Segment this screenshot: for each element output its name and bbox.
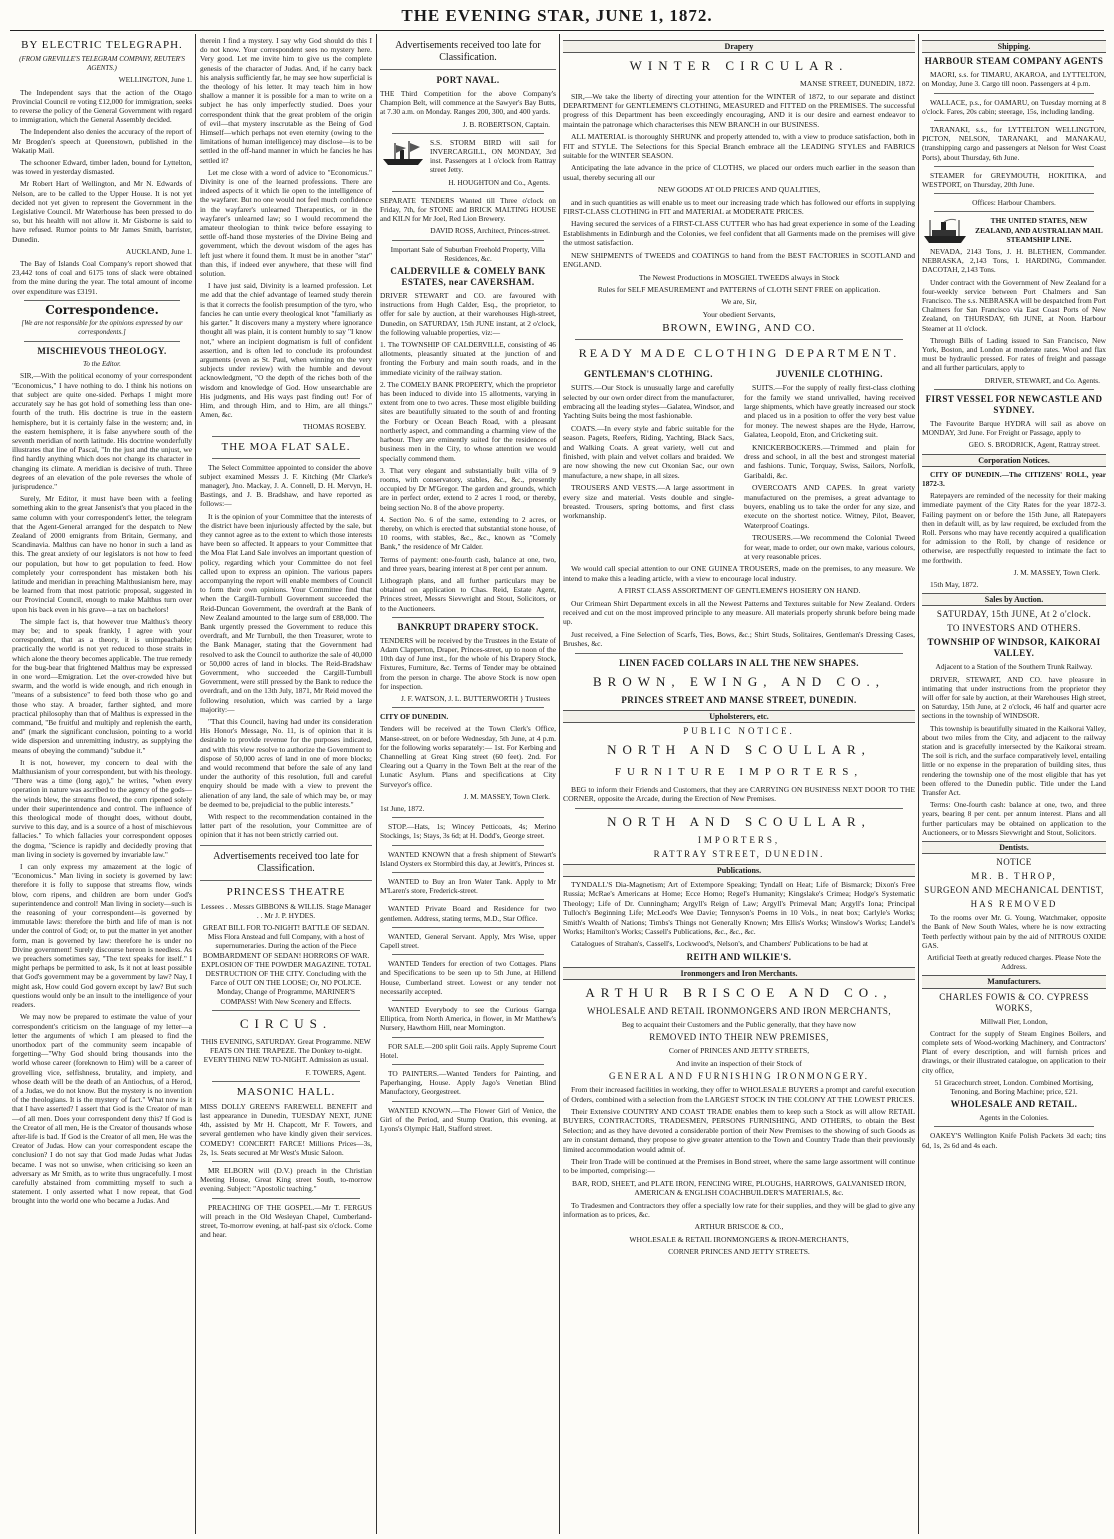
divider [212, 1198, 360, 1199]
ad-signature: J. M. MASSEY, Town Clerk. [463, 791, 550, 801]
clothing-columns [563, 366, 915, 564]
north-scoullar-trade: IMPORTERS, [697, 834, 781, 845]
ad-body: DRIVER STEWART and CO. are favoured with instructions from Hugh Calder, Esq., the proprietor, to offer for sale by auction, at their warehouses High-street, Dunedin, on SATURDAY, 15th JUNE instant, at 2 o'clock, the following valuable properties, viz:— [380, 291, 556, 337]
offices: Offices: Harbour Chambers. [972, 198, 1056, 208]
correspondence-title: Correspondence. [45, 302, 159, 317]
section-header-corporation: Corporation Notices. [922, 454, 1106, 467]
ad-paragraph: Just received, a Fine Selection of Scarfs, Ties, Bows, &c.; Shirt Studs, Solitaires, Gentleman's Dressing Cases, Brushes, &c. [563, 629, 915, 649]
ad-city-tenders [380, 712, 556, 813]
ad-paragraph: Rules for SELF MEASUREMENT and PATTERNS of CLOTH SENT FREE on application. [597, 284, 881, 294]
section-header-auction: Sales by Auction. [922, 593, 1106, 606]
ad-signature: BROWN, EWING, AND CO. [662, 322, 816, 335]
ad-closing: We are, Sir, [721, 297, 757, 307]
winter-address: MANSE STREET, DUNEDIN, 1872. [799, 79, 915, 89]
ad-body: Ratepayers are reminded of the necessity for their making immediate payment of the City Rates for the year 1872-3. Failing payment on or before the 15th June, all Ratepayers then in default will, as by law required, be excluded from the Roll. Persons who may have recently acquired a qualification for admission to the Roll, by change of residence or otherwise, are respectfully requested to intimate the fact to me forthwith. [922, 491, 1106, 565]
ad-highlight: LINEN FACED COLLARS IN ALL THE NEW SHAPES. [619, 657, 859, 668]
ad-title: BANKRUPT DRAPERY STOCK. [397, 621, 539, 632]
winter-circular-title: WINTER CIRCULAR. [629, 58, 849, 74]
letter-addressee: To the Editor. [83, 360, 121, 369]
letter-paragraph: The simple fact is, that however true Malthus's theory may be; and to speak frankly, I agree with your correspondent, that as a theory, it is unimpeachable; practically the world is not yet reduced to those straits in which alone the theory becomes applicable. The true remedy for the bug-bear that frightened Malthus may be expressed in one word—Emigration. Let the over-crowded hive but swarm, and the world is wide enough, and rich enough in "means of a subsistence" to feed both those who go and those who stay. A broader, farther sighted, and more practical philosophy than that of Malthus is expressed in the command, "Be fruitful and multiply and replenish the earth, and" (mark the significant conclusion, pointing to a world wide dispersion and unremitting industry, as supplying the means of obeying the command) "subdue it." [12, 616, 192, 755]
ad-plans: Lithograph plans, and all further particulars may be obtained on application to Chas. Reid, Estate Agent, Princes street, Messrs Sievwright and Stout, Solicitors, or to the Auctioneers. [380, 575, 556, 613]
publications-signature: REITH AND WILKIE'S. [686, 951, 792, 962]
letter-paragraph: It is not, however, my concern to deal with the Malthusianism of your correspondent, but with his theology. "There was a time (long ago)," he writes, "when every operation in nature was ascribed to the agency of the gods—the winds blew, the streams flowed, the corn ripened solely under their superintendence and control. The influence of this theological mode of thought does, without doubt, survive to this day, and is a source of a host of mischievous fallacies." To which fallacies your correspondent opposes the dogma, "Science is rapidly and decidedly proving that man living in society is governed by invariable law." [12, 757, 192, 859]
ad-masonic-hall [200, 1086, 372, 1157]
auction-title: TOWNSHIP OF WINDSOR, KAIKORAI VALLEY. [927, 637, 1101, 659]
fowis-sub: Millwall Pier, London, [980, 1016, 1048, 1026]
ad-wanted: WANTED to Buy an Iron Water Tank. Apply to Mr M'Laren's store, Frederick-street. [380, 877, 556, 896]
divider [392, 707, 544, 708]
ad-body: THIS EVENING, SATURDAY. Great Programme. NEW FEATS ON THE TRAPEZE. The Donkey to-night. EVERYTHING NEW TO-NIGHT. Admission as usual. [201, 1036, 371, 1065]
divider [24, 341, 180, 342]
ad-paragraph: and in such quantities as will enable us to meet our increasing trade which has followed our efforts in supplying FIRST-CLASS CLOTHING in FIT and MATERIAL at MODERATE PRICES. [563, 197, 915, 217]
divider [575, 808, 903, 809]
ad-signature: J. B. ROBERTSON, Captain. [462, 119, 550, 129]
telegraph-source: (FROM GREVILLE'S TELEGRAM COMPANY, REUTER'S AGENTS.) [19, 55, 185, 73]
ad-mail-steamship [922, 216, 1106, 384]
divider [575, 339, 903, 340]
divider [934, 166, 1094, 167]
ad-date: 1st June, 1872. [380, 804, 425, 813]
dentist-title: SURGEON AND MECHANICAL DENTIST, [924, 885, 1104, 896]
letter-title: MISCHIEVOUS THEOLOGY. [37, 346, 167, 357]
ad-paragraph: COATS.—In every style and fabric suitable for the season. Pagets, Reefers, Riding, Yachting, Black Sacs, and Walking Coats. A great variety, well cut and finished, with plain and velvet collars and braided. We are now showing the new cut Oxonian Sac, our own manufacture, a new shape, in all sizes. [563, 423, 734, 480]
divider [392, 954, 544, 955]
divider [392, 191, 544, 192]
divider [575, 653, 903, 654]
ad-paragraph: Our Crimean Shirt Department excels in all the Newest Patterns and Textures suitable for New Zealand. Orders received and cut on the most improved principle to any measure. All materials properly shrunk before being made up. [563, 598, 915, 627]
section-header-shipping: Shipping. [922, 40, 1106, 53]
ad-wanted: WANTED Private Board and Residence for two gentlemen. Address, stating terms, M.D., Star Office. [380, 904, 556, 923]
divider [212, 1081, 360, 1082]
ad-footer: ARTHUR BRISCOE & CO., [694, 1222, 784, 1232]
brown-ewing-address: PRINCES STREET AND MANSE STREET, DUNEDIN. [621, 694, 857, 705]
ad-date: 15th May, 1872. [930, 579, 979, 589]
column-4 [563, 36, 915, 1534]
divider [934, 120, 1094, 121]
ad-title: CITY OF DUNEDIN.—The CITIZENS' ROLL, year 1872-3. [922, 469, 1106, 488]
ad-paragraph: NEW SHIPMENTS of TWEEDS and COATINGS to hand from the BEST FACTORIES in SCOTLAND and ENGLAND. [563, 250, 915, 270]
ad-title: CALDERVILLE & COMELY BANK ESTATES, near CAVERSHAM. [390, 266, 546, 288]
divider [380, 69, 556, 70]
north-scoullar-name: NORTH AND SCOULLAR, [607, 741, 871, 757]
divider [24, 300, 180, 301]
divider [392, 845, 544, 846]
ad-paragraph: Having secured the services of a FIRST-CLASS CUTTER who has had great experience in some of the Leading Establishments in Edinburgh and the Colonies, we feel confident that all Garments made on the premises will give the utmost satisfaction. [563, 219, 915, 248]
letter-paragraph: I can only express my amazement at the logic of "Economicus." Man living in society is governed by law: therefore it is folly to suppose that streams flow, winds blow, corn ripens, and children are born under God's superintendence and control! Man living in society—such is the reasoning of your correspondent—is governed by immutable laws: therefore the birth and life of man is not under the control of God; or, to put the matter in yet another form, man is governed by law: therefore he is under no Divine government! Surely discourse hereon is needless. As we preachers sometimes say, "The text speaks for itself." I might perhaps be permitted to ask, Is it not at least possible that God's government may be a government by law? Nay, I might ask, How could God govern except by law? But such questions would only be an insult to the intelligence of your readers. [12, 862, 192, 1010]
ad-terms: Terms of payment: one-fourth cash, balance at one, two, and three years, bearing interest at 8 per cent per annum. [380, 554, 556, 573]
article-paragraph: The Bay of Islands Coal Company's report showed that 23,442 tons of coal and 6175 tons of slack were obtained from the mine during the year. The total amount of income over expenditure was £3191. [12, 259, 192, 296]
briscoe-name: ARTHUR BRISCOE AND CO., [585, 984, 893, 1000]
ad-body: Under contract with the Government of New Zealand for a four-weekly service between Port Chalmers and San Francisco. The s.s. NEBRASKA will be despatched from Port Chalmers for San Francisco via East Coast Ports of New Zealand, on THURSDAY, 6th JUNE, at Noon. Harbour Steamer at 11 o'clock. [922, 277, 1106, 333]
divider [392, 240, 544, 241]
ad-paragraph: The Newest Productions in MOSGIEL TWEEDS always in Stock [638, 272, 840, 282]
ad-paragraph: BAR, ROD, SHEET, and PLATE IRON, FENCING WIRE, PLOUGHS, HARROWS, GALVANISED IRON, AMERICAN & ENGLISH COACHBUILDER'S MATERIALS, &c. [571, 1178, 907, 1198]
ad-paragraph: SUITS.—Our Stock is unusually large and carefully selected by our own order direct from the manufacturer, embracing all the leading styles—Galatea, Windsor, and Yachting Suits being the most fashionable. [563, 383, 734, 421]
masthead-rule [10, 30, 1104, 31]
juvenile-column [744, 366, 915, 564]
ad-title: MASONIC HALL. [236, 1085, 336, 1098]
ad-footer: WHOLESALE & RETAIL IRONMONGERS & IRON-MERCHANTS, [629, 1234, 849, 1244]
divider [934, 389, 1094, 390]
ad-body: TENDERS will be received by the Trustees in the Estate of Adam Clapperton, Draper, Princes-street, up to noon of the 10th day of June inst., for the whole of his Drapery Stock, Fixtures, Furniture, &c. Terms of Tender may be obtained from the person in charge. The above Stock is now open for inspection. [380, 635, 556, 691]
ad-port-naval [380, 75, 556, 129]
ad-paragraph: We would call special attention to our ONE GUINEA TROUSERS, made on the premises, to any measure. We intend to make this a leading article, with a view to encourage local industry. [563, 564, 915, 583]
ad-paragraph: ALL MATERIAL is thoroughly SHRUNK and properly attended to, with a view to produce satisfaction, both in FIT and STYLE. The Selections for this Special Branch embrace all the LEADING STYLES and FABRICS suitable for the WINTER SEASON. [563, 132, 915, 161]
article-paragraph: It is the opinion of your Committee that the interests of the district have been injuriously affected by the sale, but they cannot agree as to the extent to which those interests have been so affected. It appears to your Committee that the Moa Flat Land Sale involves an important question of policy, regarding which your Committee do not feel called upon to express an opinion. The various papers accompanying the report will enable members of Council to form their own opinions. Your Committee find that when the Cargill-Turnbull Government succeeded the Reid-Duncan Government, the overdraft at the Bank of New Zealand amounted to the large sum of £88,000. The Bank urgently pressed the Government to reduce this overdraft, and Mr Turnbull, the then Treasurer, wrote to the Bank Manager, stating that the Government had resolved to ask the Council to authorize the sale of 40,000 or 50,000 acres of land in blocks. The Reid-Bradshaw Government, who succeeded the Cargill-Turnbull Government, were still pressed by the Bank to reduce the overdraft, and on the 13th July, 1871, Mr Reid moved the following resolution, which was carried by a large majority:— [200, 511, 372, 714]
ad-item: 1. The TOWNSHIP OF CALDERVILLE, consisting of 46 allotments, pleasantly situated at the junction of and fronting the Forbury and main south roads, and in the immediate vicinity of the railway station. [380, 340, 556, 377]
divider [934, 193, 1094, 194]
column-5 [922, 36, 1106, 1534]
divider [392, 927, 544, 928]
ad-body: This township is beautifully situated in the Kaikorai Valley, about two miles from the City, and adjacent to the railway station and is gracefully intersected by the Kaikorai stream. The soil is rich, and the surface comparatively level, entailing little or no expense in the preparation of building sites, thus rendering the township one of the most eligible that has yet been offered to the Dunedin public. Title under the Land Transfer Act. [922, 723, 1106, 797]
column-rule [195, 34, 196, 1534]
ship-notice: WALLACE, p.s., for OAMARU, on Tuesday morning at 8 o'clock. Fares, 20s cabin; steerage, 15s, including landing. [922, 97, 1106, 116]
subhead: JUVENILE CLOTHING. [776, 369, 883, 380]
ad-paragraph: From their increased facilities in working, they offer to WHOLESALE BUYERS a prompt and careful execution of Orders, combined with a selection from the LARGEST STOCK IN THE COLONY AT THE LOWEST PRICES. [563, 1085, 915, 1104]
ad-title: THE UNITED STATES, NEW ZEALAND, AND AUSTRALIAN MAIL STEAMSHIP LINE. [975, 216, 1103, 244]
brown-ewing-name: BROWN, EWING, AND CO., [593, 673, 885, 689]
article-paragraph: With respect to the recommendation contained in the latter part of the resolution, your Committee are of opinion that it has not been strictly carried out. [200, 812, 372, 840]
ad-paragraph: SIR,—We take the liberty of directing your attention for the WINTER of 1872, to our separate and distinct DEPARTMENT for GENTLEMEN'S CLOTHING, MEASURED and FITTED on the PREMISES. The successful progress of this Department has been exceedingly encouraging, AND it is our desire and earnest endeavor to maintain the patronage which characterises this NEW BRANCH in our BUSINESS. [563, 91, 915, 129]
late-ads-title: Advertisements received too late for Classification. [213, 850, 359, 874]
article-paragraph: The Independent also denies the accuracy of the report of Mr Brogden's speech at Queenstown, published in the Wakatip Mail. [12, 127, 192, 155]
ad-item: 2. The COMELY BANK PROPERTY, which the proprietor has been induced to divide into 15 allotments, varying in extent from one to two acres. These most eligible building sites are beautifully situated to the south of and fronting the Forbury or Ocean Beach Road, with a pleasant northerly aspect, and commanding a charming view of the harbour. They are eminently suited for the residences of business men in the City, to whose attention we would specially commend them. [380, 379, 556, 463]
ad-subtitle: Important Sale of Suburban Freehold Property, Villa Residences, &c. [390, 244, 546, 263]
ad-wanted: WANTED, General Servant. Apply, Mrs Wise, upper Capell street. [380, 931, 556, 951]
ad-paragraph: SUITS.—For the supply of really first-class clothing for the family we stand unrivalled, having received large shipments, which have greatly increased our stock and placed us in a position to offer the very best value for money. The newest shapes are the Hyde, Harrow, Galatea, Leopold, Eton, and Cricketing suit. [744, 383, 915, 440]
steamship-icon [922, 217, 968, 245]
gentlemans-column [563, 366, 734, 564]
article-quote: "That this Council, having had under its consideration His Honor's Message, No. 11, is of opinion that it is desirable to provide revenue for the purposes indicated, and with this view resolve to authorize the Government to dispose of 50,000 acres of land in one of more blocks; and would recommend that before the sale of any land under the authority of this resolution, full and careful enquiry should be made with a view to prevent the alienation of any land, the sale of which may be, or may be deemed to be, prejudicial to the public interests." [200, 717, 372, 809]
ad-wanted: WANTED Tenders for erection of two Cottages. Plans and Specifications to be seen up to 5th June, at Hillend House, Cumberland street. Lowest or any tender not necessarily accepted. [380, 959, 556, 996]
ad-footer: CORNER PRINCES AND JETTY STREETS. [668, 1247, 810, 1257]
telegraph-title: BY ELECTRIC TELEGRAPH. [21, 39, 183, 51]
ad-wanted: WANTED KNOWN that a fresh shipment of Stewart's Island Oysters ex Stormbird this day, at Jewitt's, Princes st. [380, 849, 556, 868]
auction-subtitle: Adjacent to a Station of the Southern Trunk Railway. [935, 662, 1093, 672]
ad-paragraph: Their Extensive COUNTRY AND COAST TRADE enables them to keep such a Stock as will allow RETAIL BUYERS, CONTRACTORS, TRADESMEN, PERSONS FURNISHING, AND OTHERS, to obtain the Best Selection; and as they have devoted a considerable portion of their New Premises to the showing of such Goods as are in constant demand, they propose to give greater attention to the Town and Country Trade than their previously limited accommodation would admit of. [563, 1107, 915, 1154]
divider [934, 93, 1094, 94]
ad-ships: NEVADA, 2143 Tons, J. H. BLETHEN, Commander. NEBRASKA, 2,143 Tons, I. HARDING, Commander. DACOTAH, 2,143 Tons. [922, 247, 1106, 275]
ad-paragraph: TROUSERS AND VESTS.—A large assortment in every size and material. Vests double and single-breasted. Trousers, spring bottoms, and first class workmanship. [563, 483, 734, 521]
ready-made-title: READY MADE CLOTHING DEPARTMENT. [578, 346, 900, 361]
ad-circus [200, 1015, 372, 1077]
article-paragraph: The Select Committee appointed to consider the above subject examined Messrs J. F. Kitching (Mr Clarke's manager), Jno. Mackay, J. A. Connell, D. H. Mervyn, H. Bastings, and J. B. Bradshaw, and have reported as follows:— [200, 462, 372, 509]
letter-paragraph: Let me close with a word of advice to "Economicus." Divinity is one of the learned professions. There are indeed aspects of it which lie open to the intelligence of the wayfarer. But no one would not feel much confidence in the wayfarer's unlearned Therapeutics, or in the wayfarer's unlearned law; so I would recommend the amateur theologian to think twice before essaying to settle off-hand those mysteries of the Divine Being and government, which the devout wisdom of the ages has left just where it found them. It must be in another "star" than this, if indeed ever anywhere, that these will find solution. [200, 167, 372, 279]
publications-catalogues: Catalogues of Strahan's, Cassell's, Lockwood's, Nelson's, and Chambers' Publications to be had at [571, 939, 869, 949]
ad-paragraph: And invite an inspection of their Stock of [676, 1058, 802, 1068]
column-rule [376, 34, 377, 1534]
ad-closing: Your obedient Servants, [702, 309, 776, 319]
divider [392, 1037, 544, 1038]
north-scoullar-name: NORTH AND SCOULLAR, [607, 813, 871, 829]
ad-paragraph: OVERCOATS AND CAPES. In great variety manufactured on the premises, a great advantage to buyers, enabling us to take the order for any size, and execute on the shortest notice. Witney, Pilot, Beaver, Waterproof Coatings. [744, 483, 915, 530]
divider [392, 1000, 544, 1001]
ad-signature: DAVID ROSS, Architect, Princes-street. [430, 226, 550, 236]
ad-title: PRINCESS THEATRE [226, 885, 346, 898]
divider [392, 1064, 544, 1065]
ad-body: MISS DOLLY GREEN'S FAREWELL BENEFIT and last appearance in Dunedin, TUESDAY NEXT, JUNE 4th, assisted by Mr H. Chapcott, Mr F. Towers, and several gentlemen who have kindly given their services. COMEDY! CONCERT! FARCE! Millions Prices—3s, 2s, 1s. Seats secured at Mr West's Music Saloon. [200, 1101, 372, 1157]
divider [392, 617, 544, 618]
divider [212, 1161, 360, 1162]
ad-body: Through Bills of Lading issued to San Francisco, New York, Boston, and London at moderate rates. Wool and flax must be hydraulic pressed. For rates of freight and passage and all further particulars, apply to [922, 335, 1106, 373]
ad-paragraph: BEG to inform their Friends and Customers, that they are CARRYING ON BUSINESS NEXT DOOR TO THE CORNER, opposite the Arcade, during the Erection of New Premises. [563, 784, 915, 804]
dentist-name: MR. B. THROP, [971, 871, 1057, 882]
ad-highlight: WHOLESALE AND RETAIL. [950, 1099, 1078, 1110]
late-ads-title: Advertisements received too late for Classification. [395, 40, 541, 63]
briscoe-subtitle: WHOLESALE AND RETAIL IRONMONGERS AND IRON MERCHANTS, [587, 1005, 891, 1016]
article-paragraph: The schooner Edward, timber laden, bound for Lyttelton, was towed in yesterday dismasted. [12, 158, 192, 177]
auction-date: SATURDAY, 15th JUNE, At 2 o'clock. [936, 609, 1092, 620]
ad-paragraph: TROUSERS.—We recommend the Colonial Tweed for wear, made to order, our own make, various colours, at very reasonable prices. [744, 533, 915, 562]
ad-title: FIRST VESSEL FOR NEWCASTLE AND SYDNEY. [925, 393, 1103, 415]
letter-paragraph: SIR,—With the political economy of your correspondent "Economicus," I have nothing to do. I think his notions on that subject are quite one-sided. Perhaps I might more accurately say he has got hold of something less than one-fourth of the truth. His doctrine is true in the eastern hemisphere, but it is certainly false in the western; and, in the eastern hemisphere, it is false anywhere south of the seventh meridian of north latitude. His doctrine wonderfully illustrates that line of Pascal, "In the just and the unjust, we find hardly anything which does not change its character in changing its climate. A meridian is decisive of truth. Three degrees of an elevation of the pole reverses the whole of jurisprudence." [12, 371, 192, 491]
column-rule [559, 34, 560, 1534]
public-notice: PUBLIC NOTICE. [683, 725, 795, 736]
dentist-notice: NOTICE [996, 857, 1032, 868]
ad-body: Contract for the supply of Steam Engines Boilers, and complete sets of Wood-working Machinery, and Contractors' Plant of every description, and will furnish prices and drawings, or their illustrated catalogue, on application to their city office, [922, 1028, 1106, 1075]
ad-item: 4. Section No. 6 of the same, extending to 2 acres, or thereby, on which is erected that substantial stone house, of 10 rooms, with stables, &c., &c., known as "Comely Bank," the residence of Mr Calder. [380, 514, 556, 552]
column-rule [918, 34, 919, 1534]
divider [212, 436, 360, 437]
letter-signature: THOMAS ROSEBY. [302, 422, 366, 432]
ship-notice: STEAMER for GREYMOUTH, HOKITIKA, and WESTPORT, on Thursday, 20th June. [922, 170, 1106, 190]
column-3 [380, 36, 556, 1534]
divider [212, 458, 360, 459]
ad-title: CITY OF DUNEDIN. [380, 712, 449, 722]
ad-gospel: PREACHING OF THE GOSPEL.—Mr T. FERGUS will preach in the Old Wesleyan Chapel, Cumberland-street, To-morrow evening, at half-past six o'clock. Come and hear. [200, 1202, 372, 1240]
ship-notice: TARANAKI, s.s., for LYTTELTON WELLINGTON, PICTON, NELSON, TARANAKI, and MANAKAU, (transhipping cargo and passengers at Nelson for West Coast Ports), about Thursday, 6th June. [922, 125, 1106, 162]
divider [200, 880, 372, 881]
section-header-manufacturers: Manufacturers. [922, 975, 1106, 988]
ad-signature: J. M. MASSEY, Town Clerk. [1013, 567, 1100, 577]
ad-signature: F. TOWERS, Agent. [305, 1067, 366, 1077]
section-header-upholsterers: Upholsterers, etc. [563, 710, 915, 723]
ad-paragraph: Beg to acquaint their Customers and the Public generally, that they have now [621, 1019, 857, 1029]
auction-investors: TO INVESTORS AND OTHERS. [947, 623, 1081, 634]
ad-terms: Terms: One-fourth cash: balance at one, two, and three years, bearing 8 per cent. per annum interest. Plans and all further particulars may be obtained on application to the Auctioneers, or to Messrs Sievwright and Stout, Solicitors. [922, 800, 1106, 837]
column-2 [200, 36, 372, 1534]
ad-title: PORT NAVAL. [436, 75, 500, 85]
divider [392, 817, 544, 818]
correspondence-note: [We are not responsible for the opinions expressed by our correspondents.] [21, 318, 183, 337]
ad-princess-theatre [200, 886, 372, 1006]
section-header-drapery: Drapery [563, 40, 915, 53]
divider [200, 845, 372, 846]
ad-item: 3. That very elegant and substantially built villa of 9 rooms, with conservatory, stables, &c., &c., presently occupied by Dr M'Gregor. The garden and grounds, which are in perfect order, extend to 2 acres 1 rood, or thereby, being section No. 8 of the above property. [380, 465, 556, 512]
ad-paragraph: Their Iron Trade will be continued at the Premises in Bond street, where the same large assortment will continue to be imported, comprising:— [563, 1157, 915, 1176]
divider [934, 1126, 1094, 1127]
ad-paragraph: A FIRST CLASS ASSORTMENT OF GENTLEMEN'S HOSIERY ON HAND. [617, 586, 861, 596]
ad-agents: Agents in the Colonies. [979, 1113, 1049, 1123]
ad-body: GREAT BILL FOR TO-NIGHT! BATTLE OF SEDAN. Miss Flora Anstead and full Company, with a host of supernumeraries. During the action of the Piece BOMBARDMENT OF SEDAN! HORRORS OF WAR. EXPLOSION OF THE POWDER MAGAZINE. TOTAL DESTRUCTION OF THE CITY. Concluding with the Farce of OUT ON THE LOOSE; Or, NO POLICE. Monday, Change of Programme, MARINER'S COMPASS! With New Scenery and Effects. [201, 923, 371, 1006]
ad-stop: STOP.—Hats, 1s; Wincey Petticoats, 4s; Merino Stockings, 1s; Stays, 3s 6d; at H. Dodd's, George street. [380, 822, 556, 841]
ad-paragraph: To Tradesmen and Contractors they offer a specially low rate for their supplies, and they will be glad to give any information as to prices, &c. [563, 1200, 915, 1220]
ad-body: SEPARATE TENDERS Wanted till Three o'clock on Friday, 7th, for STONE and BRICK MALTING HOUSE and KILN for Mr Joel, Red Lion Brewery. [380, 195, 556, 224]
ad-highlight: GENERAL AND FURNISHING IRONMONGERY. [608, 1071, 869, 1082]
ad-storm-bird [380, 138, 556, 187]
ad-body: S.S. STORM BIRD will sail for INVERCARGILL, ON MONDAY, 3rd inst. Passengers at 1 o'clock from Rattray street Jetty. [430, 137, 556, 175]
north-scoullar-trade: FURNITURE IMPORTERS, [614, 765, 864, 778]
ad-wanted: WANTED KNOWN.—The Flower Girl of Venice, the Girl of the Period, and Stump Oration, this evening, at Lyons's Olympic Hall, Stafford street. [380, 1105, 556, 1134]
ad-paragraph: Corner of PRINCES AND JETTY STREETS, [668, 1046, 810, 1056]
dentist-removed: HAS REMOVED [970, 899, 1058, 910]
fowis-name: CHARLES FOWIS & CO. CYPRESS WORKS, [939, 991, 1089, 1013]
ad-body: DRIVER, STEWART, AND CO. have pleasure in intimating that under instructions from the proprietor they will offer for sale by auction, at their Warehouses High street, on Saturday, 15th June, at 2 o'clock, 46 half and quarter acre sections in the township of WINDSOR. [922, 674, 1106, 721]
ad-paragraph: Anticipating the late advance in the price of CLOTHS, we placed our orders much earlier in the season than usual, thereby securing all our [563, 163, 915, 182]
divider [392, 899, 544, 900]
ad-body: Artificial Teeth at greatly reduced charges. Please Note the Address. [927, 953, 1101, 972]
letter-paragraph: therein I find a mystery. I say why God should do this I do not know. Your correspondent sees no mystery here. Very good. Let me invite him to give us the complete genesis of the character of Judas. And, if he carry back his analysis sufficiently far, he may see how superficial is the theology of his letter. It may teach him in how shallow a manner it is possible for a man to write on a subject he has only imperfectly studied. Does your correspondent think that the great problem of the origin of evil—that mystery inscrutable as the Being of God Himself—which perhaps not even eternity (owing to the limitations of human intelligence) may disclose—is to be settled in the off-hand manner in which he fancies he has settled it? [200, 36, 372, 165]
ad-body: To the rooms over Mr. G. Young, Watchmaker, opposite the Bank of New South Wales, where he is now extracting Teeth perfectly without pain by the aid of NITROUS OXIDE GAS. [922, 913, 1106, 950]
ad-body: Tenders will be received at the Town Clerk's Office, Manse-street, on or before Wednesday, 5th June, at 4 p.m. for the following works separately:— 1st. For Kerbing and Channelling at Great King street (60 feet). 2nd. For Clearing out a Quarry in the Town Belt at the rear of the Lunatic Asylum. Plans and specifications at City Surveyor's office. [380, 724, 556, 789]
ad-signature: J. F. WATSON, J. L. BUTTERWORTH } Trustees [401, 693, 550, 703]
moa-flat-title: THE MOA FLAT SALE. [221, 440, 351, 453]
ad-signature: H. HOUGHTON and Co., Agents. [448, 177, 550, 187]
letter-paragraph: We may now be prepared to estimate the value of your correspondent's criticism on the language of my letter—a letter the arguments of which I am pleased to find the unorthodox part of the community seem incapable of forgetting—"Why God should bring thousands into the world whose career (foreknown to Him) will be a career of grovelling vice, selfishness, brutality, and impiety, and whose death will be the death of an Antiochus, of a Herod, of a Judas, we do not know. But the mystery is no invention of the theologians. It is the mystery of fact." What now is it that I have asserted? I assert that God is the Creator of man—of all men. Does your correspondent deny this? If God is the Creator of all men, He is the Creator of thousands whose after-life is bad. If God is the Creator of all men, He was the Creator of Judas. How can your correspondent escape the conclusion? I do not say that God made Judas what Judas became. I was not so unwise, when criticising so keen an adversary as Mr Smith, as to write thus ungracefully. I most carefully abstained from committing myself to such a statement. I only asserted what I now repeat, that God brought into the world one who became a Judas. And [12, 1012, 192, 1206]
divider [934, 211, 1094, 212]
letter-paragraph: I have just said, Divinity is a learned profession. Let me add that the chief advantage of learned study therein is that it corrects the foolish presumption of the tyro, who fancies he can untie every theological knot "familiarly as his garter." It discovers many a mystery where ignorance thought all was plain, it is content humbly to say "I know not," where an incipient dogmatism is full of confident assertion, and is often led to conclude its profoundest arguments (even as St. Paul, when winning on the very subjects under review) with the humble and devout acknowledgment, "O the depth of the riches both of the wisdom and knowledge of God. How unsearchable are His judgments, and His ways past finding out! For of Him, and through Him, and to Him, are all things." Amen, &c. [200, 281, 372, 420]
ad-paragraph: KNICKERBOCKERS.—Trimmed and plain for dress and school, in all the best and strongest material and fashions. Tunic, Torquay, Swiss, Sailors, Norfolk, Garibaldi, &c. [744, 442, 915, 480]
ad-bankrupt-stock [380, 622, 556, 703]
dateline: AUCKLAND, June 1. [125, 246, 192, 256]
divider [392, 1101, 544, 1102]
ad-tenders [380, 196, 556, 236]
ad-lessees: Lessees . . Messrs GIBBONS & WILLIS. Stage Manager . . Mr J. P. HYDES. [200, 901, 372, 920]
section-header-ironmongers: Ironmongers and Iron Merchants. [563, 967, 915, 980]
ad-signature: GEO. S. BRODRICK, Agent, Rattray street. [968, 440, 1100, 450]
ad-elborn: MR ELBORN will (D.V.) preach in the Christian Meeting House, Great King street South, to-morrow evening. Subject: "Apostolic teaching." [200, 1165, 372, 1194]
section-header-publications: Publications. [563, 864, 915, 877]
harbour-title: HARBOUR STEAM COMPANY AGENTS [924, 56, 1104, 67]
north-scoullar-address: RATTRAY STREET, DUNEDIN. [653, 848, 825, 859]
ship-icon [380, 139, 426, 167]
ad-address: 51 Gracechurch street, London. Combined Mortising, Tenoning, and Boring Machine; price, £21. [934, 1077, 1094, 1097]
divider [392, 872, 544, 873]
ad-body: OAKEY'S Wellington Knife Polish Packets 3d each; tins 6d, 1s, 2s 6d and 4s each. [922, 1131, 1106, 1150]
ad-signature: DRIVER, STEWART, and Co. Agents. [984, 375, 1100, 385]
subhead: GENTLEMAN'S CLOTHING. [584, 369, 713, 380]
ad-calderville [380, 245, 556, 613]
ad-painters: TO PAINTERS.—Wanted Tenders for Painting, and Paperhanging, House. Apply Jago's Venetian Blind Manufactory, Georgestreet. [380, 1069, 556, 1097]
ad-highlight: REMOVED INTO THEIR NEW PREMISES, [649, 1032, 829, 1043]
column-1 [12, 36, 192, 1534]
ship-notice: MAORI, s.s. for TIMARU, AKAROA, and LYTTELTON, on Monday, June 3. Cargo till noon. Passengers at 4 p.m. [922, 70, 1106, 89]
publications-list: TYNDALL'S Dia-Magnetism; Art of Extempore Speaking; Tyndall on Heat; Life of Bismarck; Dixon's Free Russia; McRae's Americans at Home; Ecce Homo; Regel's Humanity; Kingslake's Crimea; Hodge's Systematic Theology; Life of Dr. Cunningham; Argyll's Reign of Law; Argyll's Primeval Man; Argyll's Iona; Principal Tulloch's Beginning Life; McLeod's Wee Davie; Tennyson's Poems in 10 Vols., in neat box; Carlyle's Works; Smith's Wealth of Nations; Timbs's Things not Generally Known; Mrs Ellis's Works; Winslow's Works; Landel's Works; Hamilton's Works; Cassell's Publications, &c., &c., &c. [563, 879, 915, 936]
section-header-dentists: Dentists. [922, 841, 1106, 854]
masthead: THE EVENING STAR, JUNE 1, 1872. [401, 6, 713, 25]
ad-body: THE Third Competition for the above Company's Champion Belt, will commence at the Sawyer's Bay Butts, at 7.30 a.m. on Monday. Ranges 200, 300, and 400 yards. [380, 89, 556, 117]
divider [212, 1010, 360, 1011]
article-paragraph: The Independent says that the action of the Otago Provincial Council re voting £12,000 for immigration, seeks to reverse the policy of the General Government with regard to immigration, which the General Assembly decided. [12, 87, 192, 125]
ad-title: CIRCUS. [239, 1015, 333, 1031]
ad-for-sale: FOR SALE.—200 split Goii rails. Apply Supreme Court Hotel. [380, 1041, 556, 1060]
dateline: WELLINGTON, June 1. [118, 75, 192, 85]
letter-paragraph: Surely, Mr Editor, it must have been with a feeling something akin to the great Jansenist's that you placed in the same column with your correspondent's letter, the telegram that the Agent-General arranged for the despatch to New Zealand of 2000 emigrants from Britain, Germany, and Scandinavia. Malthus can have no honor in such a land as this. The great anxiety of our legislators is not how to feed our population, but how to get population to feed. How completely your correspondent has mistaken both his latitude and meridian in preaching Malthusianism here, may be learned from that most patriotic proposal, suggested in our Provincial Council, enough to make Malthus turn over upon his back even in his grave—a tax on bachelors! [12, 494, 192, 614]
article-paragraph: Mr Robert Hart of Wellington, and Mr N. Edwards of Nelson, are to be called to the Upper House. It is not yet decided not yet given to represent the Government in the Legislative Council. Mr Waterhouse has been pressed to do so, but his health will not allow it. Mr Gisborne is said to have refused. Rumor points to Mr James Smith, barrister, Dunedin. [12, 179, 192, 244]
ad-wanted: WANTED Everybody to see the Curious Garnga Elliptica, from North America, in flower, in Mr Matthew's Nursery, Hawthorn Hill, near Mornington. [380, 1005, 556, 1033]
ad-highlight: NEW GOODS AT OLD PRICES AND QUALITIES, [657, 185, 821, 195]
ad-body: The Favourite Barque HYDRA will sail as above on MONDAY, 3rd June. For Freight or Passage, apply to [922, 418, 1106, 438]
divider [392, 133, 544, 134]
